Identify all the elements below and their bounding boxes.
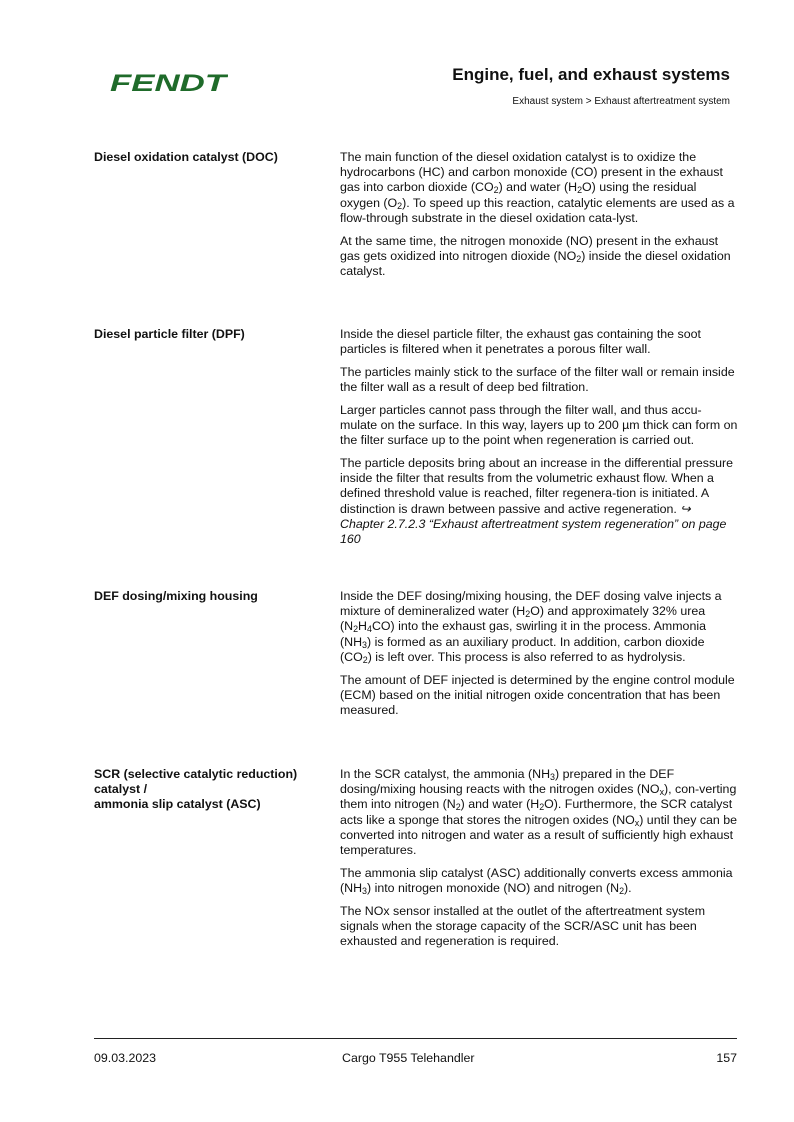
page-title: Engine, fuel, and exhaust systems — [452, 65, 730, 84]
paragraph: In the SCR catalyst, the ammonia $(NH_3)$ prepared in the DEF dosing/mixing housing reacts with the nitrogen oxides $(NO_x)$, con-verting them into nitrogen $(N_2)$ and water $(H_2O)$. Furthermore, the SCR catalyst acts like a sponge that stores the nitrogen oxides $(NO_x)$ until they can be converted into nitrogen and water as a result of sufficiently high exhaust temperatures. — [340, 767, 738, 858]
section-label: DEF dosing/mixing housing — [94, 589, 258, 603]
paragraph: The amount of DEF injected is determined by the engine control module (ECM) based on the initial nitrogen oxide concentration that has been measured. — [340, 672, 735, 717]
section-body — [340, 327, 738, 555]
section-label: Diesel particle filter (DPF) — [94, 327, 245, 341]
footer-product: Cargo T955 Telehandler — [342, 1051, 475, 1065]
paragraph: The main function of the diesel oxidation catalyst is to oxidize the hydrocarbons (HC) and carbon monoxide (CO) present in the exhaust gas into carbon dioxide $(CO_2)$ and water $(H_2O)$ using the residual oxygen $(O_2)$. To speed up this reaction, catalytic elements are used as a flow-through substrate in the diesel oxidation cata-lyst. — [340, 150, 735, 225]
paragraph: The ammonia slip catalyst (ASC) additionally converts excess ammonia $(NH_3)$ into nitrogen monoxide (NO) and nitrogen $(N_2)$. — [340, 865, 733, 897]
section-label: SCR (selective catalytic reduction) catalyst / ammonia slip catalyst (ASC) — [94, 767, 298, 811]
section-body — [340, 150, 738, 287]
paragraph: The NOx sensor installed at the outlet of the aftertreatment system signals when the storage capacity of the SCR/ASC unit has been exhausted and regeneration is required. — [340, 903, 706, 949]
fendt-logo-graphic — [110, 70, 228, 96]
paragraph: The particles mainly stick to the surface of the filter wall or remain inside the filter wall as a result of deep bed filtration. — [340, 364, 735, 395]
paragraph: At the same time, the nitrogen monoxide (NO) present in the exhaust gas gets oxidized into nitrogen dioxide $(NO_2)$ inside the diesel oxidation catalyst. — [340, 233, 731, 278]
paragraph: Larger particles cannot pass through the filter wall, and thus accu-mulate on the surface. In this way, layers up to 200 µm thick can form on the filter surface up to the point when regeneration is carried out. — [340, 402, 738, 448]
paragraph: The particle deposits bring about an increase in the differential pressure inside the filter that results from the volumetric exhaust flow. When a defined threshold value is reached, filter regenera-tion is initiated. A distinction is drawn between passive and active regeneration. ↪ Chapter 2.7.2.3 “Exhaust aftertreatment system regeneration” on page 160 — [340, 455, 734, 546]
section-body — [340, 767, 738, 957]
breadcrumb: Exhaust system > Exhaust aftertreatment system — [512, 96, 730, 107]
fendt-logo — [110, 70, 228, 101]
section-body — [340, 589, 738, 726]
footer-date: 09.03.2023 — [94, 1051, 157, 1065]
paragraph: Inside the diesel particle filter, the exhaust gas containing the soot particles is filtered when it penetrates a porous filter wall. — [340, 327, 701, 357]
section-label: Diesel oxidation catalyst (DOC) — [94, 150, 278, 164]
footer-page-number: 157 — [716, 1051, 737, 1065]
paragraph: Inside the DEF dosing/mixing housing, the DEF dosing valve injects a mixture of demineralized water $(H_2O)$ and approximately 32% urea $(N_2H_4CO)$ into the exhaust gas, swirling it in the process. Ammonia $(NH_3)$ is formed as an auxiliary product. In addition, carbon dioxide $(CO_2)$ is left over. This process is also referred to as hydrolysis. — [340, 589, 722, 666]
footer-divider — [94, 1038, 737, 1039]
brand-wordmark: FENDT — [110, 70, 228, 96]
